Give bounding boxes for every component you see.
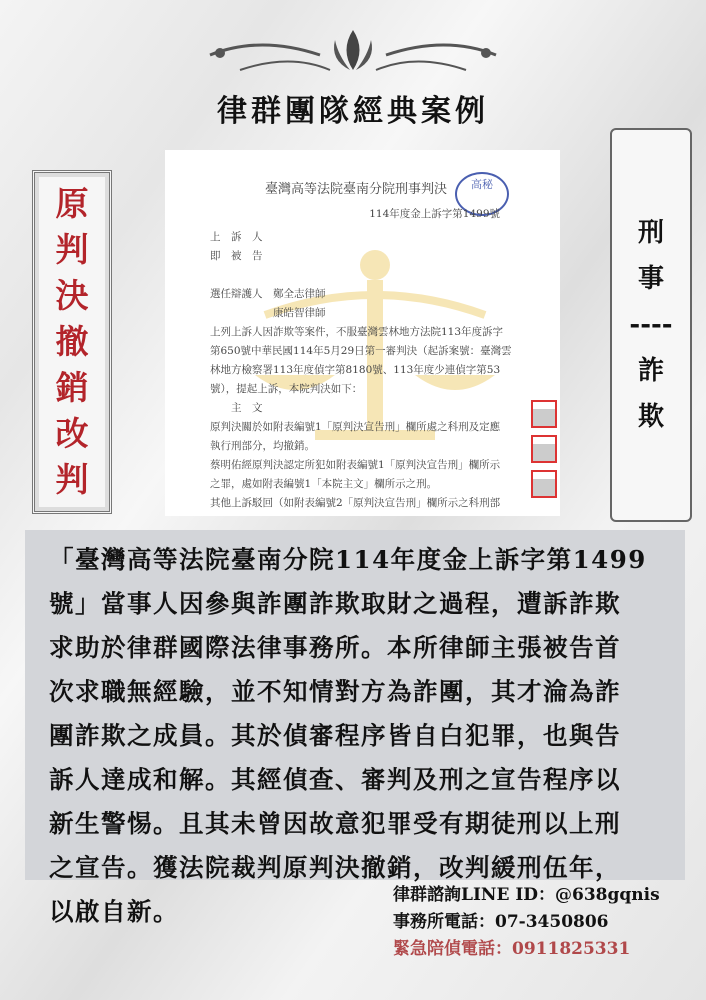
contact-info (393, 882, 660, 963)
line-id: 律群諮詢LINE ID：@638gqnis (393, 885, 660, 905)
summary-line: 團詐欺之成員。其於偵審程序皆自白犯罪，也與告 (49, 721, 621, 750)
case-type-char: 欺 (637, 402, 664, 432)
redaction-seal (531, 470, 557, 498)
emergency-phone: 緊急陪偵電話：0911825331 (393, 939, 631, 959)
summary-line: 以啟自新。 (49, 897, 179, 926)
document-line: 上列上訴人因詐欺等案件，不服臺灣雲林地方法院113年度訴字 (210, 326, 504, 338)
verdict-label-box (32, 170, 112, 514)
court-stamp: 高秘 (455, 172, 509, 216)
document-line: 康皓智律師 (210, 307, 326, 319)
summary-line: 求助於律群國際法律事務所。本所律師主張被告首 (49, 633, 621, 662)
verdict-char: 改 (55, 414, 89, 453)
document-line: 號），提起上訴，本院判決如下： (210, 383, 363, 395)
court-title: 臺灣高等法院臺南分院刑事判決 (265, 182, 448, 197)
summary-line: 之宣告。獲法院裁判原判決撤銷，改判緩刑伍年， (49, 853, 621, 882)
document-line: 其他上訴駁回（如附表編號2「原判決宣告刑」欄所示之科刑部 (210, 497, 501, 509)
document-line (210, 513, 236, 516)
case-type-divider: ---- (629, 310, 673, 340)
verdict-char: 原 (55, 184, 89, 223)
summary-line: 「臺灣高等法院臺南分院114年度金上訴字第1499 (49, 545, 647, 574)
document-line: 林地方檢察署113年度偵字第8180號、113年度少連偵字第53 (210, 364, 501, 376)
judgment-document-image (165, 150, 560, 516)
redaction-seal (531, 435, 557, 463)
case-type-char: 刑 (637, 218, 664, 248)
page-title: 律群團隊經典案例 (217, 94, 489, 129)
office-phone: 事務所電話：07-3450806 (393, 912, 609, 932)
case-type-char: 詐 (637, 356, 664, 386)
document-line: 第650號中華民國114年5月29日第一審判決（起訴案號：臺灣雲 (210, 345, 512, 357)
document-line: 即 被 告 (210, 250, 263, 262)
document-line: 主 文 (210, 402, 263, 414)
redaction-seal (531, 400, 557, 428)
verdict-char: 判 (55, 460, 89, 499)
summary-line: 號」當事人因參與詐團詐欺取財之過程，遭訴詐欺 (49, 589, 621, 618)
document-line: 上 訴 人 (210, 231, 263, 243)
summary-line: 訴人達成和解。其經偵查、審判及刑之宣告程序以 (49, 765, 621, 794)
verdict-char: 判 (55, 230, 89, 269)
verdict-char: 決 (55, 276, 89, 315)
document-line: 原判決關於如附表編號1「原判決宣告刑」欄所處之科刑及定應 (210, 421, 501, 433)
document-line: 執行刑部分，均撤銷。 (210, 440, 315, 452)
case-type-char: 事 (637, 264, 664, 294)
case-number: 114年度金上訴字第1499號 (369, 208, 500, 220)
case-type-box (610, 128, 692, 522)
document-line: 蔡明佑經原判決認定所犯如附表編號1「原判決宣告刑」欄所示 (210, 459, 501, 471)
summary-line: 次求職無經驗，並不知情對方為詐團，其才淪為詐 (49, 677, 621, 706)
document-line: 之罪，處如附表編號1「本院主文」欄所示之刑。 (210, 478, 438, 490)
document-line: 選任辯護人 鄭全志律師 (210, 288, 326, 300)
verdict-char: 銷 (55, 368, 89, 407)
summary-line: 新生警惕。且其未曾因故意犯罪受有期徒刑以上刑 (49, 809, 621, 838)
lotus-ornament-icon (200, 25, 506, 80)
verdict-char: 撤 (55, 322, 89, 361)
